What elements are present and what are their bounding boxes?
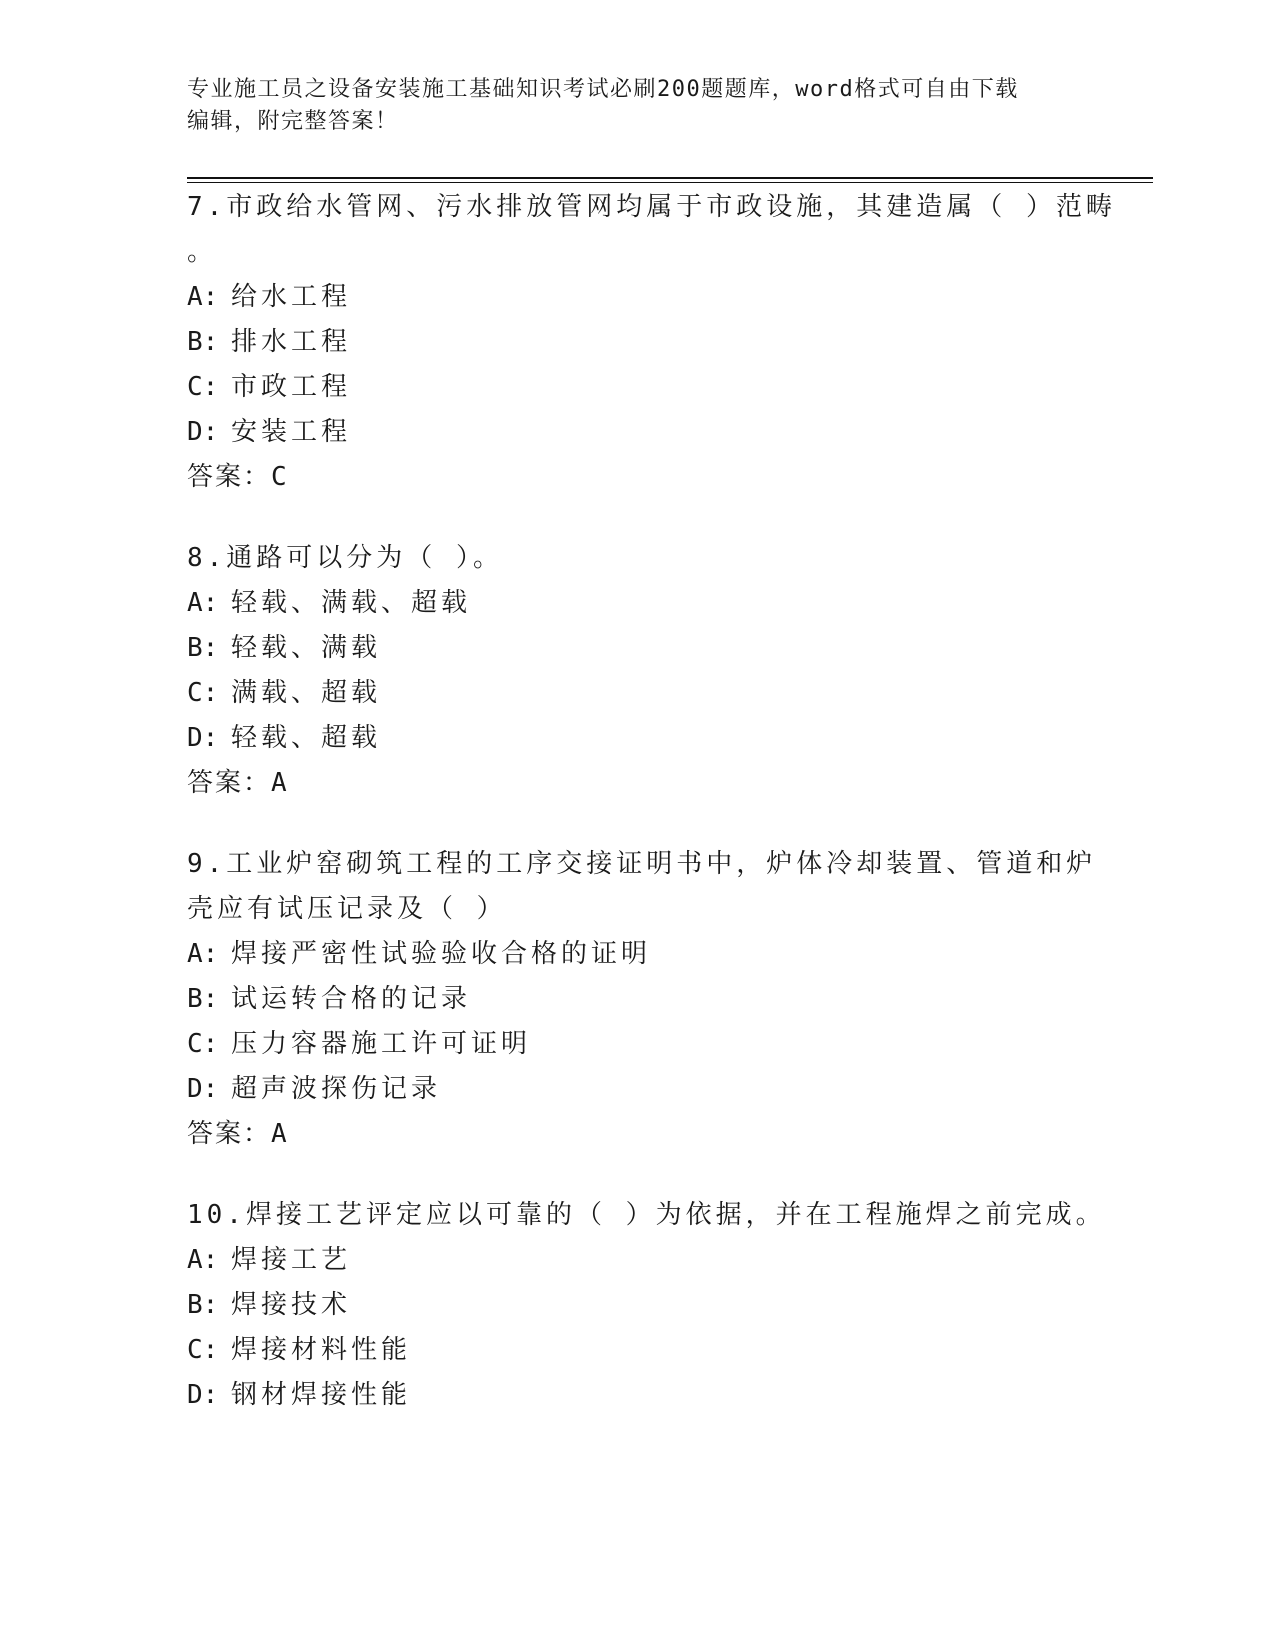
option-letter: D: — [187, 417, 219, 447]
option-text: 超声波探伤记录 — [231, 1074, 442, 1104]
header-line-2: 编辑，附完整答案！ — [187, 109, 399, 134]
option-letter: A: — [187, 1245, 219, 1275]
option-letter: B: — [187, 633, 219, 663]
option-c — [187, 1022, 1087, 1067]
option-b — [187, 320, 1087, 365]
option-text: 钢材焊接性能 — [231, 1380, 412, 1410]
option-c — [187, 1328, 1087, 1373]
header-divider-thick — [187, 177, 1153, 179]
answer-line: 答案：A — [187, 1119, 289, 1149]
option-letter: B: — [187, 327, 219, 357]
option-c — [187, 671, 1087, 716]
answer-line: 答案：C — [187, 462, 289, 492]
option-d — [187, 410, 1087, 455]
option-letter: C: — [187, 1029, 219, 1059]
option-letter: D: — [187, 1380, 219, 1410]
question-8 — [187, 536, 1087, 806]
option-text: 试运转合格的记录 — [231, 984, 472, 1014]
option-text: 轻载、满载 — [231, 633, 382, 663]
option-a — [187, 932, 1087, 977]
answer-line: 答案：A — [187, 768, 289, 798]
question-stem-line: 7.市政给水管网、污水排放管网均属于市政设施，其建造属（ ）范畴 — [187, 192, 1116, 222]
question-stem-line: 。 — [187, 237, 218, 267]
question-9 — [187, 842, 1097, 1157]
option-text: 安装工程 — [231, 417, 352, 447]
option-c — [187, 365, 1087, 410]
option-d — [187, 716, 1087, 761]
option-text: 焊接工艺 — [231, 1245, 352, 1275]
option-letter: A: — [187, 282, 219, 312]
option-letter: A: — [187, 588, 219, 618]
option-letter: D: — [187, 1074, 219, 1104]
option-text: 轻载、满载、超载 — [231, 588, 472, 618]
option-letter: C: — [187, 678, 219, 708]
option-d — [187, 1373, 1087, 1418]
option-b — [187, 977, 1087, 1022]
question-stem-line: 9.工业炉窑砌筑工程的工序交接证明书中，炉体冷却装置、管道和炉 — [187, 849, 1097, 879]
option-letter: B: — [187, 1290, 219, 1320]
option-a — [187, 1238, 1087, 1283]
header-divider-thin — [187, 182, 1153, 183]
option-a — [187, 275, 1087, 320]
question-10 — [187, 1193, 1106, 1418]
option-text: 市政工程 — [231, 372, 352, 402]
option-letter: C: — [187, 372, 219, 402]
question-7 — [187, 185, 1116, 500]
option-b — [187, 1283, 1087, 1328]
option-text: 满载、超载 — [231, 678, 382, 708]
option-a — [187, 581, 1087, 626]
option-letter: A: — [187, 939, 219, 969]
question-stem-line: 8.通路可以分为（ ）。 — [187, 543, 503, 573]
option-b — [187, 626, 1087, 671]
document-header — [187, 74, 1087, 138]
question-stem-line: 壳应有试压记录及（ ） — [187, 894, 507, 924]
option-text: 压力容器施工许可证明 — [231, 1029, 532, 1059]
option-text: 焊接材料性能 — [231, 1335, 412, 1365]
option-text: 焊接严密性试验验收合格的证明 — [231, 939, 652, 969]
question-stem-line: 10.焊接工艺评定应以可靠的（ ）为依据，并在工程施焊之前完成。 — [187, 1200, 1106, 1230]
option-text: 轻载、超载 — [231, 723, 382, 753]
option-letter: C: — [187, 1335, 219, 1365]
option-text: 焊接技术 — [231, 1290, 352, 1320]
option-d — [187, 1067, 1087, 1112]
option-letter: B: — [187, 984, 219, 1014]
header-line-1: 专业施工员之设备安装施工基础知识考试必刷200题题库，word格式可自由下载 — [187, 77, 1019, 102]
option-text: 排水工程 — [231, 327, 352, 357]
option-letter: D: — [187, 723, 219, 753]
option-text: 给水工程 — [231, 282, 352, 312]
